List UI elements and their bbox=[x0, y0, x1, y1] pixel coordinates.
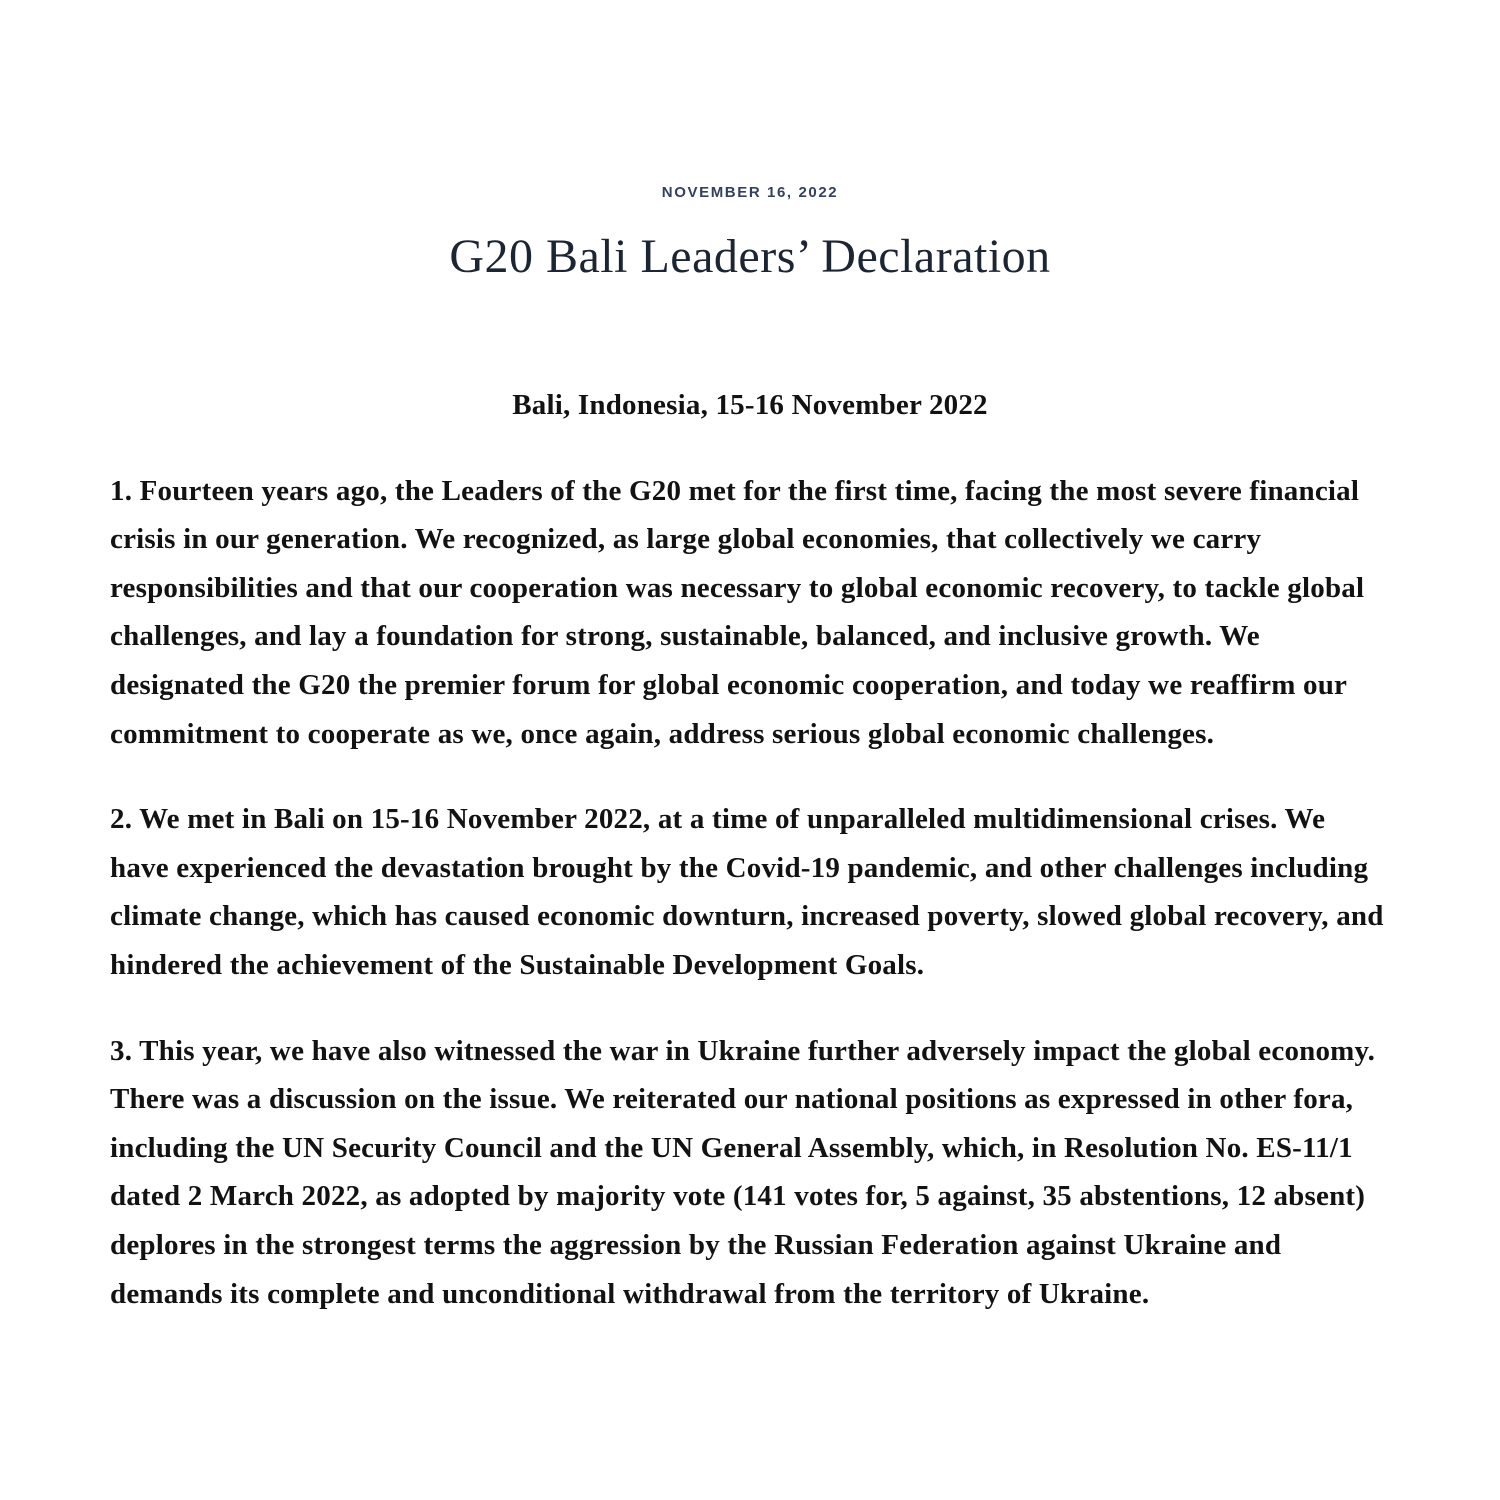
document-body bbox=[110, 381, 1390, 1318]
document-subtitle: Bali, Indonesia, 15-16 November 2022 bbox=[512, 389, 988, 421]
paragraph-3: 3. This year, we have also witnessed the war in Ukraine further adversely impact the global economy. There was a discussion on the issue. We reiterated our national positions as expressed in other fora, including the UN Security Council and the UN General Assembly, which, in Resolution No. ES-11/1 dated 2 March 2022, as adopted by majority vote (141 votes for, 5 against, 35 abstentions, 12 absent) deplores in the strongest terms the aggression by the Russian Federation against Ukraine and demands its complete and unconditional withdrawal from the territory of Ukraine. bbox=[110, 1034, 1376, 1310]
paragraph-2: 2. We met in Bali on 15-16 November 2022, at a time of unparalleled multidimensional crises. We have experienced the devastation brought by the Covid-19 pandemic, and other challenges including climate change, which has caused economic downturn, increased poverty, slowed global recovery, and hindered the achievement of the Sustainable Development Goals. bbox=[110, 803, 1384, 981]
page-title: G20 Bali Leaders’ Declaration bbox=[449, 230, 1051, 283]
paragraph-1: 1. Fourteen years ago, the Leaders of the G20 met for the first time, facing the most severe financial crisis in our generation. We recognized, as large global economies, that collectively we carry responsibilities and that our cooperation was necessary to global economic recovery, to tackle global challenges, and lay a foundation for strong, sustainable, balanced, and inclusive growth. We designated the G20 the premier forum for global economic cooperation, and today we reaffirm our commitment to cooperate as we, once again, address serious global economic challenges. bbox=[110, 474, 1365, 750]
publish-date: NOVEMBER 16, 2022 bbox=[661, 184, 839, 201]
